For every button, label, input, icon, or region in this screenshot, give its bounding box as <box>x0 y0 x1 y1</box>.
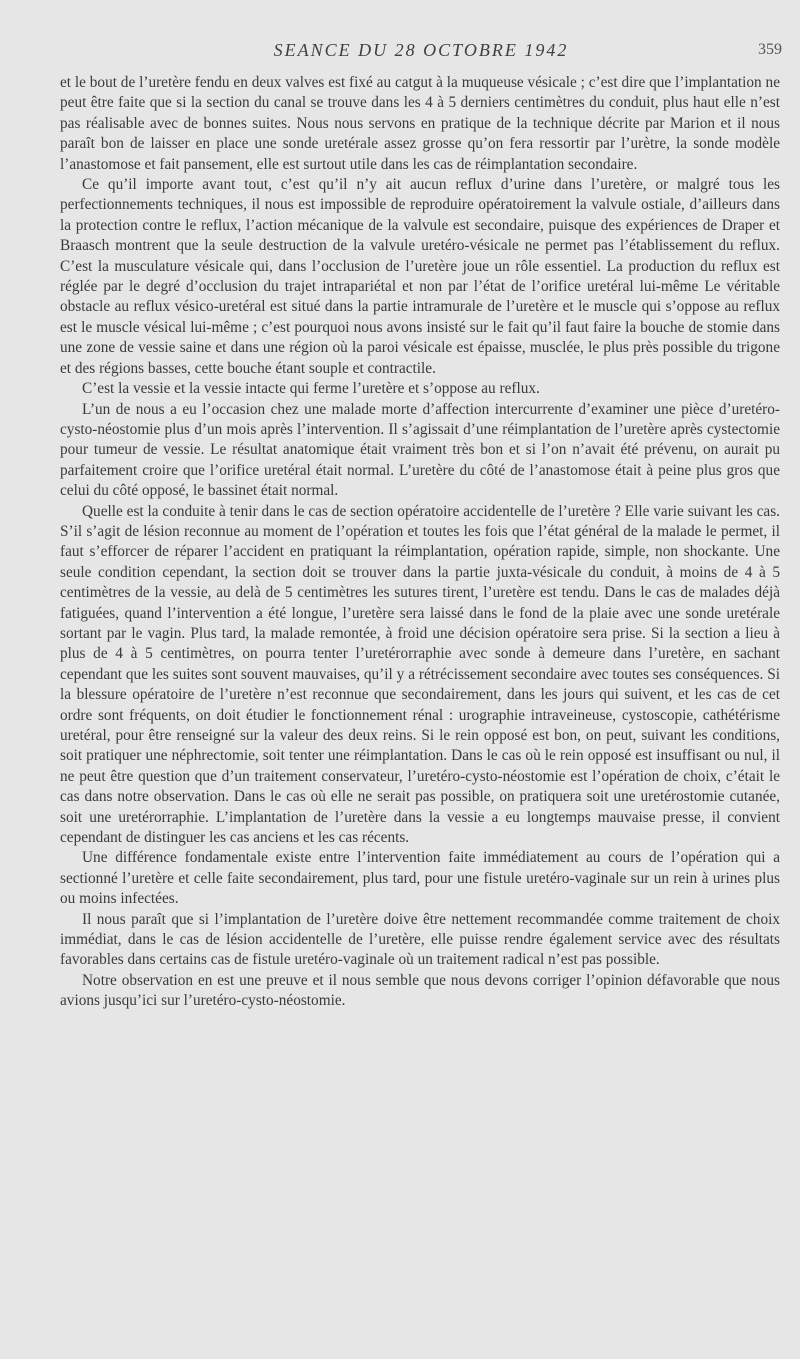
paragraph-3: C’est la vessie et la vessie intacte qui ferme l’uretère et s’oppose au reflux. <box>82 380 540 398</box>
paragraph-5: Quelle est la conduite à tenir dans le cas de section opératoire accidentelle de l’uretère ? Elle varie suivant les cas. S’il s’agit de lésion reconnue au moment de l’opération et toutes les fois que l’état général de la malade le permet, il faut s’efforcer de réparer l’accident en pratiquant la réimplantation, opération rapide, simple, non shockante. Une seule condition cependant, la section doit se trouver dans la partie juxta-vésicale du conduit, à moins de 4 à 5 centimètres de la vessie, au delà de 5 centimètres les sutures tirent, l’uretère est tendu. Dans le cas de malades déjà fatiguées, quand l’intervention a été longue, l’uretère sera laissé dans le fond de la plaie avec une sonde uretérale sortant par le vagin. Plus tard, la malade remontée, à froid une décision opératoire sera prise. Si la section a lieu à plus de 4 à 5 centimètres, on pourra tenter l’uretérorraphie avec sonde à demeure dans l’uretère, en sachant cependant que les suites sont souvent mauvaises, qu’il y a rétrécissement secondaire avec toutes ses conséquences. Si la blessure opératoire de l’uretère n’est reconnue que secondairement, dans les jours qui suivent, et les cas de cet ordre sont fréquents, on doit étudier le fonctionnement rénal : urographie intraveineuse, cystoscopie, cathétérisme uretéral, pour être renseigné sur la valeur des deux reins. Si le rein opposé est bon, on peut, suivant les conditions, soit pratiquer une néphrectomie, soit tenter une réimplantation. Dans le cas où le rein opposé est insuffisant ou nul, il ne peut être question que d’un traitement conservateur, l’uretéro-cysto-néostomie est l’opération de choix, c’était le cas dans notre observation. Dans le cas où elle ne serait pas possible, on pratiquera soit une uretérostomie cutanée, soit une uretérorraphie. L’implantation de l’uretère dans la vessie a eu longtemps mauvaise presse, il convient cependant de distinguer les cas anciens et les cas récents. <box>60 502 780 847</box>
paragraph-6: Une différence fondamentale existe entre l’intervention faite immédiatement au cours de l’opération qui a sectionné l’uretère et celle faite secondairement, plus tard, pour une fistule uretéro-vaginale sur un rein à urines plus ou moins infectées. <box>60 849 780 908</box>
page-number: 359 <box>758 41 782 58</box>
article-body <box>60 73 780 1012</box>
paragraph-4: L’un de nous a eu l’occasion chez une malade morte d’affection intercurrente d’examiner une pièce d’uretéro-cysto-néostomie plus d’un mois après l’intervention. Il s’agissait d’une réimplantation de l’uretère après cystectomie pour tumeur de vessie. Le résultat anatomique était vraiment très bon et si l’on n’avait été prévenu, on aurait pu parfaitement croire que l’orifice uretéral était normal. L’uretère du côté de l’anastomose était à peine plus gros que celui du côté opposé, le bassinet était normal. <box>60 400 780 500</box>
running-head <box>60 40 782 64</box>
paragraph-8: Notre observation en est une preuve et il nous semble que nous devons corriger l’opinion défavorable que nous avions jusqu’ici sur l’uretéro-cysto-néostomie. <box>60 971 780 1010</box>
paragraph-2: Ce qu’il importe avant tout, c’est qu’il n’y ait aucun reflux d’urine dans l’uretère, or malgré tous les perfectionnements techniques, il nous est impossible de reproduire opératoirement la valvule ostiale, d’ailleurs dans la protection contre le reflux, l’action mécanique de la valvule est secondaire, puisque des expériences de Draper et Braasch montrent que la seule destruction de la valvule uretéro-vésicale ne permet pas l’établissement du reflux. C’est la musculature vésicale qui, dans l’occlusion de l’uretère joue un rôle essentiel. La production du reflux est réglée par le degré d’occlusion du trajet intrapariétal et non par l’état de l’orifice uretéral lui-même Le véritable obstacle au reflux vésico-uretéral est situé dans la partie intramurale de l’uretère et le muscle qui s’oppose au reflux est le muscle vésical lui-même ; c’est pourquoi nous avons insisté sur le fait qu’il faut faire la bouche de stomie dans une zone de vessie saine et dans une région où la paroi vésicale est épaisse, musclée, le plus près possible du trigone et des régions basses, cette bouche étant souple et contractile. <box>60 176 780 377</box>
paragraph-1: et le bout de l’uretère fendu en deux valves est fixé au catgut à la muqueuse vésicale ; c’est dire que l’implantation ne peut être faite que si la section du canal se trouve dans les 4 à 5 derniers centimètres du conduit, plus haut elle n’est pas réalisable avec de bonnes suites. Nous nous servons en pratique de la technique décrite par Marion et il nous paraît bon de laisser en place une sonde uretérale assez grosse qu’on fera ressortir par l’urètre, la sonde modèle l’anastomose et fait pansement, elle est surtout utile dans les cas de réimplantation secondaire. <box>60 74 780 173</box>
paragraph-7: Il nous paraît que si l’implantation de l’uretère doive être nettement recommandée comme traitement de choix immédiat, dans le cas de lésion accidentelle de l’uretère, elle puisse rendre également service avec des résultats favorables dans certains cas de fistule uretéro-vaginale où un traitement radical n’est pas possible. <box>60 910 780 969</box>
running-title: SEANCE DU 28 OCTOBRE 1942 <box>273 40 569 60</box>
